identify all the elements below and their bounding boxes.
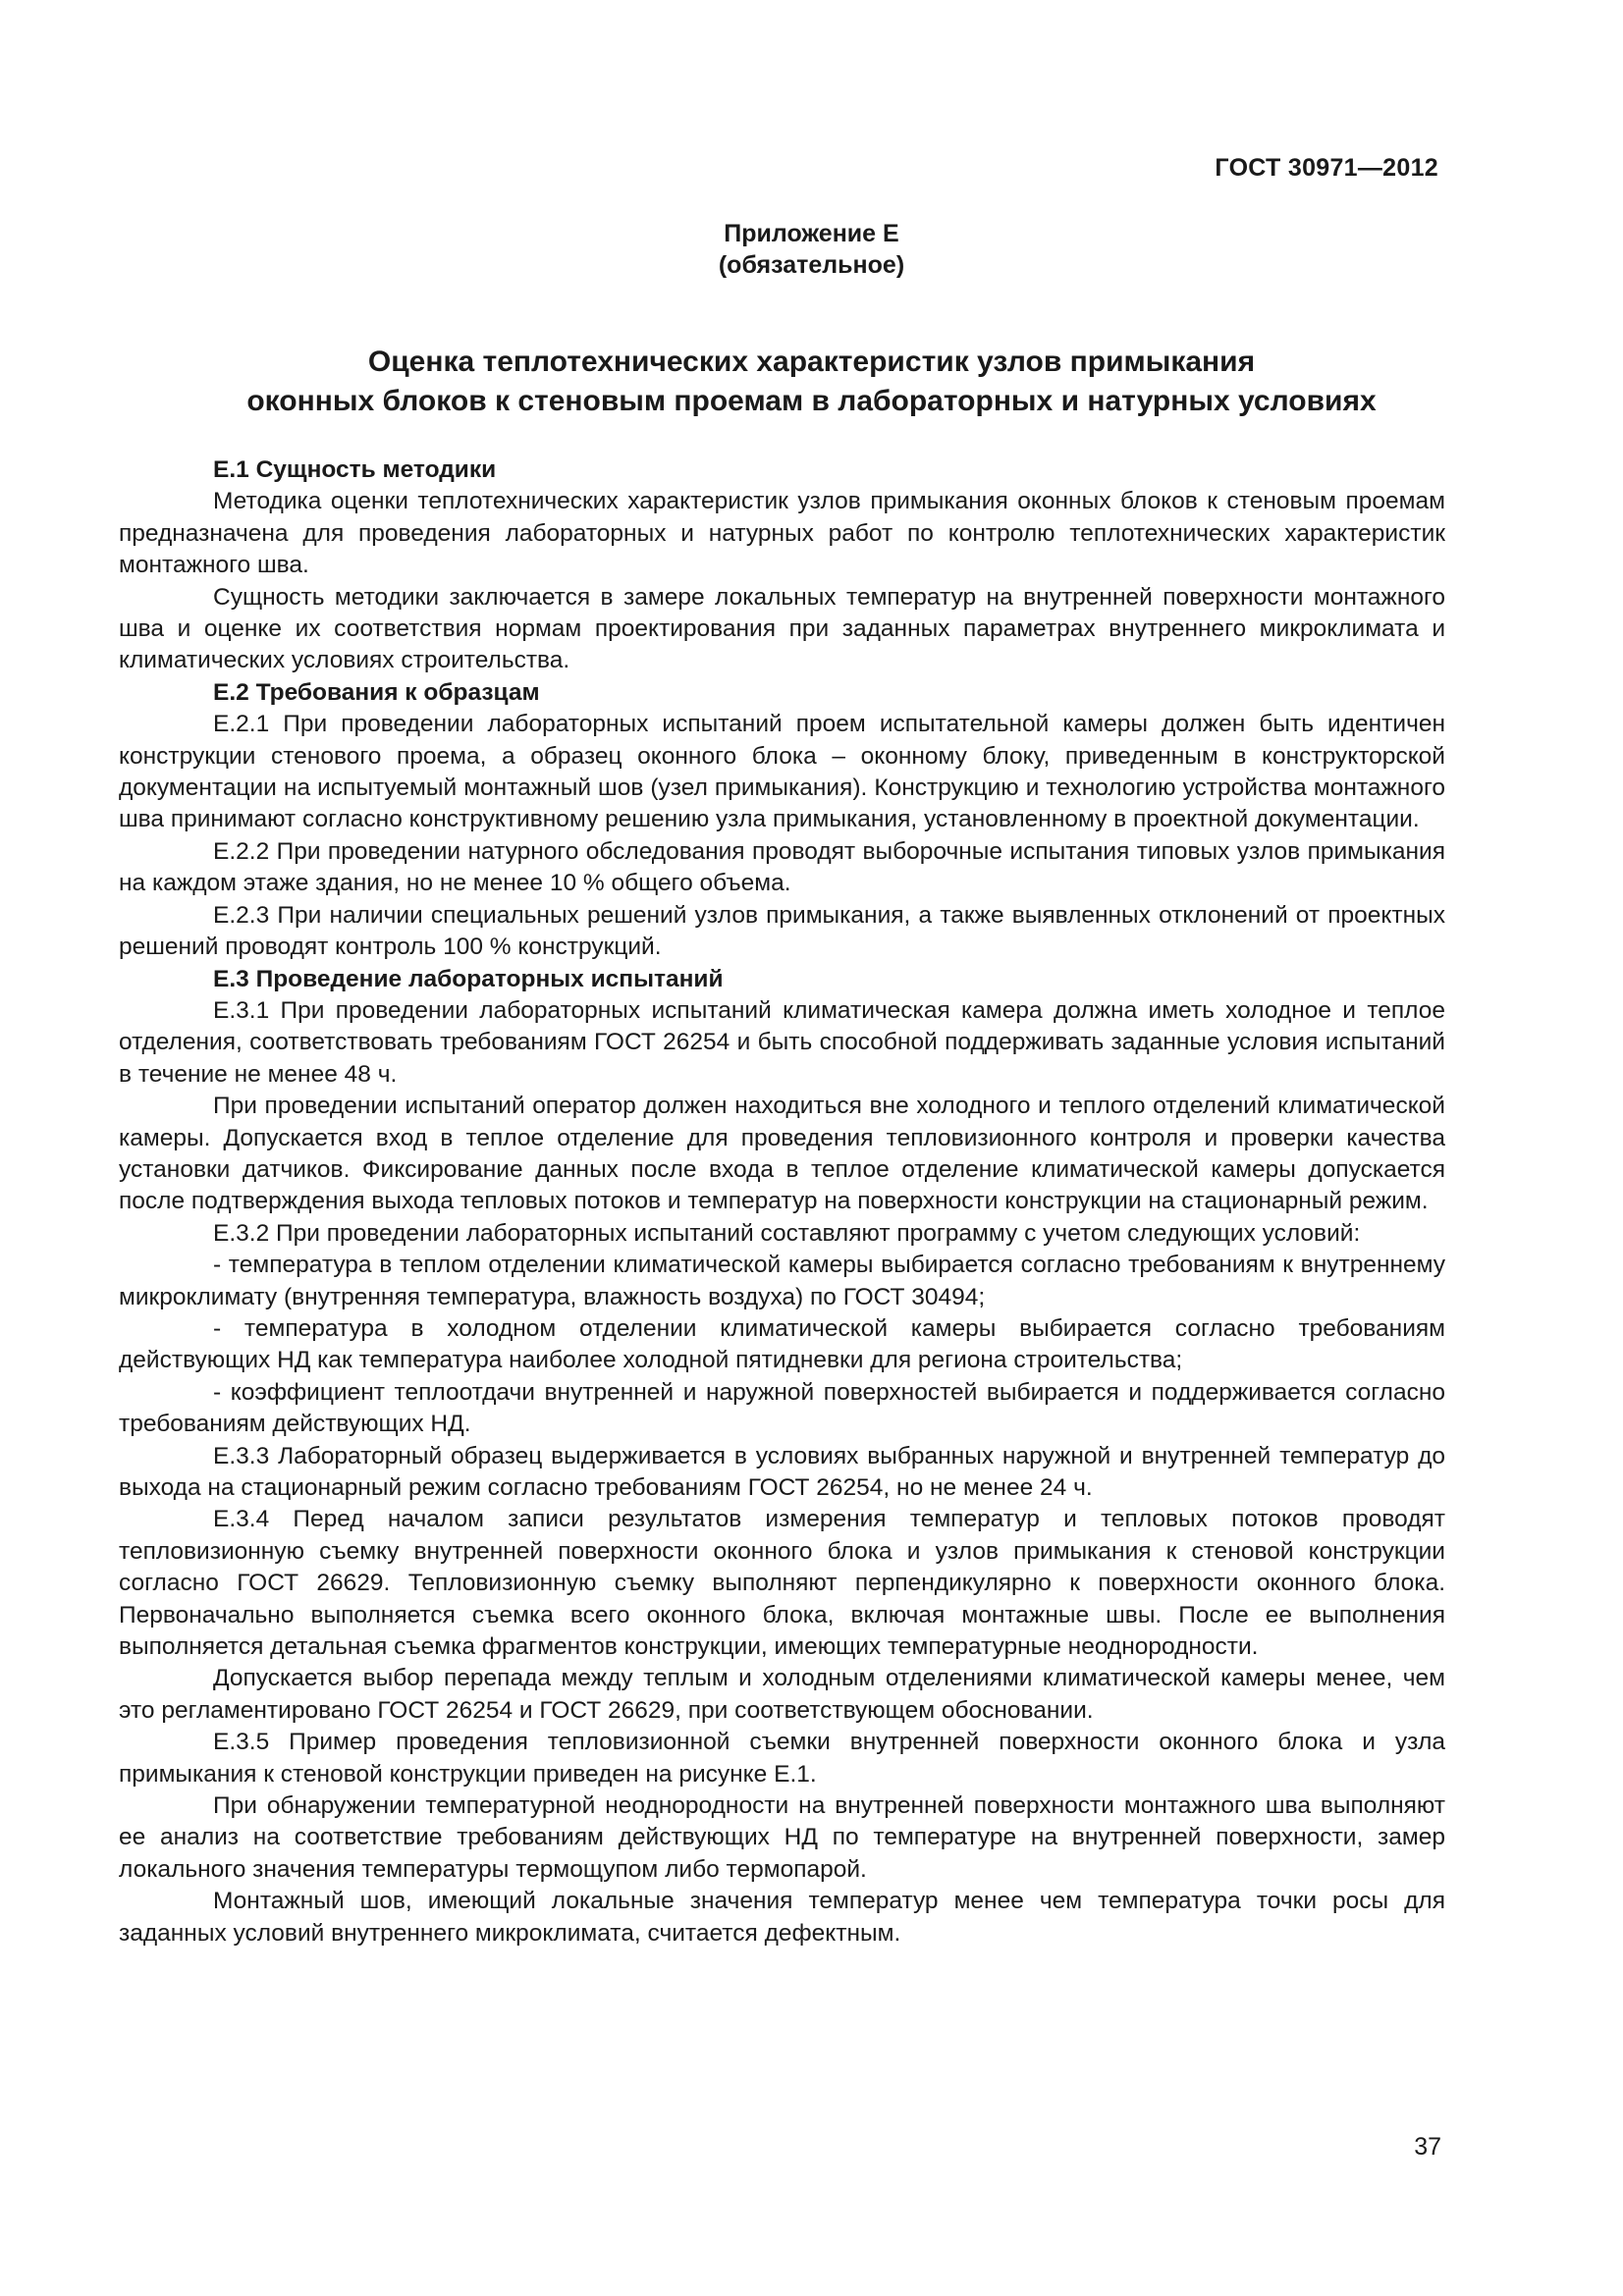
appendix-heading <box>0 218 1623 281</box>
paragraph: При обнаружении температурной неоднородности на внутренней поверхности монтажного шва выполняют ее анализ на соответствие требованиям действующих НД по температуре на внутренней поверхности, замер локального значения температуры термощупом либо термопарой. <box>119 1792 1445 1883</box>
paragraph: Е.2.3 При наличии специальных решений узлов примыкания, а также выявленных отклонений от проектных решений проводят контроль 100 % конструкций. <box>119 901 1445 961</box>
paragraph: Е.3.3 Лабораторный образец выдерживается в условиях выбранных наружной и внутренней температур до выхода на стационарный режим согласно требованиям ГОСТ 26254, но не менее 24 ч. <box>119 1442 1445 1501</box>
page-title <box>0 343 1623 421</box>
paragraph: Е.3.5 Пример проведения тепловизионной съемки внутренней поверхности оконного блока и узла примыкания к стеновой конструкции приведен на рисунке Е.1. <box>119 1729 1445 1788</box>
title-line-2: оконных блоков к стеновым проемам в лабораторных и натурных условиях <box>246 385 1377 417</box>
list-item: - температура в теплом отделении климатической камеры выбирается согласно требованиям к внутреннему микроклимату (внутренняя температура, влажность воздуха) по ГОСТ 30494; <box>119 1252 1445 1310</box>
title-line-1: Оценка теплотехнических характеристик узлов примыкания <box>367 346 1256 378</box>
section-heading: Е.1 Сущность методики <box>213 456 497 483</box>
paragraph: Е.2.2 При проведении натурного обследования проводят выборочные испытания типовых узлов примыкания на каждом этаже здания, но не менее 10 % общего объема. <box>119 837 1445 897</box>
paragraph: Е.3.1 При проведении лабораторных испытаний климатическая камера должна иметь холодное и теплое отделения, соответствовать требованиям ГОСТ 26254 и быть способной поддерживать заданные условия испытаний в течение не менее 48 ч. <box>119 996 1445 1088</box>
paragraph: Методика оценки теплотехнических характеристик узлов примыкания оконных блоков к стеновым проемам предназначена для проведения лабораторных и натурных работ по контролю теплотехнических характеристик монтажного шва. <box>119 488 1445 579</box>
appendix-status: (обязательное) <box>718 251 905 279</box>
paragraph: Допускается выбор перепада между теплым и холодным отделениями климатической камеры менее, чем это регламентировано ГОСТ 26254 и ГОСТ 26629, при соответствующем обосновании. <box>119 1665 1445 1724</box>
paragraph: Е.3.4 Перед началом записи результатов измерения температур и тепловых потоков проводят тепловизионную съемку внутренней поверхности оконного блока и узлов примыкания к стеновой конструкции согласно ГОСТ 26629. Тепловизионную съемку выполняют перпендикулярно к поверхности оконного блока. Первоначально выполняется съемка всего оконного блока, включая монтажные швы. После ее выполнения выполняется детальная съемка фрагментов конструкции, имеющих температурные неоднородности. <box>119 1506 1445 1661</box>
document-body <box>119 454 1445 1949</box>
paragraph: Сущность методики заключается в замере локальных температур на внутренней поверхности монтажного шва и оценке их соответствия нормам проектирования при заданных параметрах внутреннего микроклимата и климатических условиях строительства. <box>119 583 1445 674</box>
section-heading: Е.2 Требования к образцам <box>213 678 540 706</box>
paragraph: Монтажный шов, имеющий локальные значения температур менее чем температура точки росы для заданных условий внутреннего микроклимата, считается дефектным. <box>119 1888 1445 1947</box>
paragraph: Е.3.2 При проведении лабораторных испытаний составляют программу с учетом следующих условий: <box>213 1219 1361 1247</box>
standard-code: ГОСТ 30971—2012 <box>1215 154 1438 182</box>
list-item: - температура в холодном отделении климатической камеры выбирается согласно требованиям действующих НД как температура наиболее холодной пятидневки для региона строительства; <box>119 1314 1445 1374</box>
page-number: 37 <box>1414 2133 1441 2161</box>
list-item: - коэффициент теплоотдачи внутренней и наружной поверхностей выбирается и поддерживается согласно требованиям действующих НД. <box>119 1378 1445 1438</box>
paragraph: При проведении испытаний оператор должен находиться вне холодного и теплого отделений климатической камеры. Допускается вход в теплое отделение для проведения тепловизионного контроля и проверки качества установки датчиков. Фиксирование данных после входа в теплое отделение климатической камеры допускается после подтверждения выхода тепловых потоков и температур на поверхности конструкции на стационарный режим. <box>119 1093 1445 1215</box>
appendix-label: Приложение Е <box>724 220 899 247</box>
section-heading: Е.3 Проведение лабораторных испытаний <box>213 965 724 992</box>
paragraph: Е.2.1 При проведении лабораторных испытаний проем испытательной камеры должен быть идентичен конструкции стенового проема, а образец оконного блока – оконному блоку, приведенным в конструкторской документации на испытуемый монтажный шов (узел примыкания). Конструкцию и технологию устройства монтажного шва принимают согласно конструктивному решению узла примыкания, установленному в проектной документации. <box>119 711 1445 833</box>
